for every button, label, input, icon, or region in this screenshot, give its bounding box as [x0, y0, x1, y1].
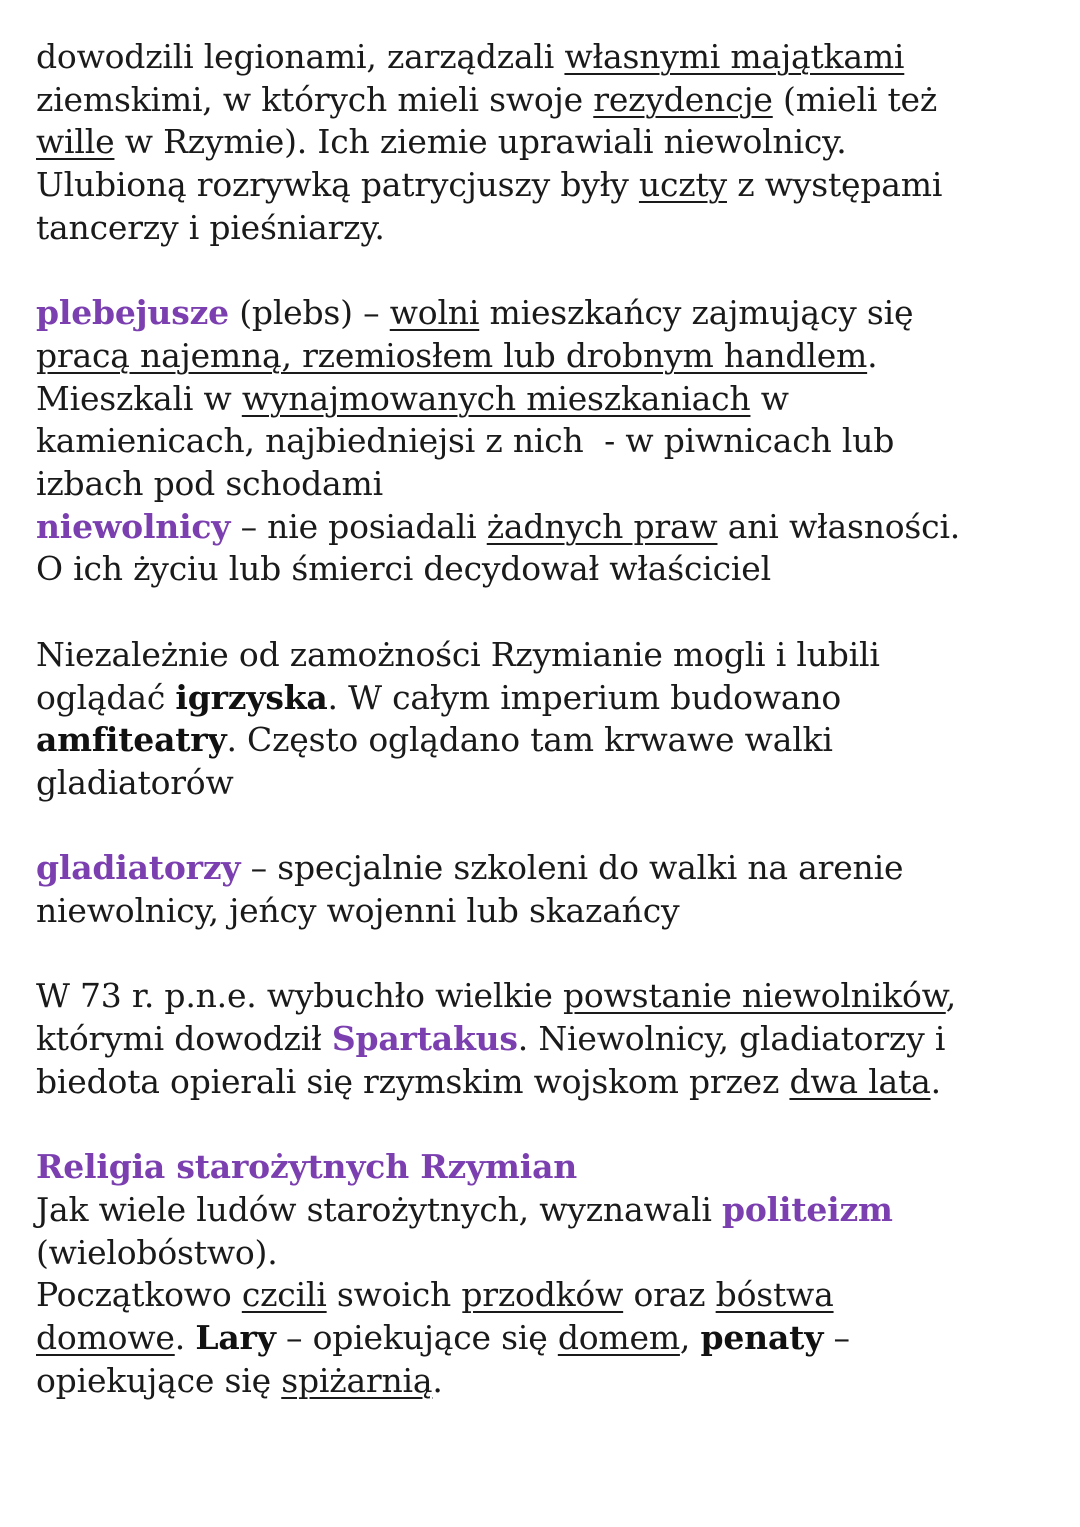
heading-religion: Religia starożytnych Rzymian	[36, 1147, 578, 1187]
text: Początkowo	[36, 1275, 242, 1315]
text: którymi dowodził	[36, 1019, 332, 1059]
text-line	[36, 1274, 1056, 1317]
term-spartacus: Spartakus	[331, 1019, 518, 1059]
text: mieszkańcy zajmujący się	[479, 293, 914, 333]
text-line	[36, 890, 1056, 933]
text-line	[36, 677, 1056, 720]
underlined-text: żadnych praw	[486, 506, 718, 546]
spacer	[36, 933, 1056, 976]
text-line	[36, 335, 1056, 378]
text: gladiatorów	[36, 762, 234, 802]
text-line	[36, 121, 1056, 164]
text: opiekujące się	[36, 1360, 282, 1400]
text: (plebs) –	[228, 293, 390, 333]
text-line	[36, 1317, 1056, 1360]
paragraph-spartacus	[36, 975, 1056, 1103]
underlined-text: uczty	[638, 165, 727, 205]
underlined-text: wolni	[389, 293, 480, 333]
underlined-text: domem	[557, 1318, 680, 1358]
text: . W całym imperium budowano	[327, 677, 842, 717]
text: ziemskimi, w których mieli swoje	[36, 79, 594, 119]
paragraph-gladiators	[36, 847, 1056, 932]
text: Jak wiele ludów starożytnych, wyznawali	[36, 1189, 722, 1229]
term-polytheism: politeizm	[721, 1189, 893, 1229]
text-line	[36, 975, 1056, 1018]
underlined-text: pracą najemną, rzemiosłem lub drobnym handlem	[36, 335, 868, 375]
text-line	[36, 1360, 1056, 1403]
text: z występami	[726, 165, 943, 205]
underlined-text: rezydencje	[593, 79, 773, 119]
text: Niezależnie od zamożności Rzymianie mogli i lubili	[36, 634, 880, 674]
term-plebeians: plebejusze	[36, 293, 229, 333]
bold-term: Lary	[195, 1318, 276, 1358]
paragraph-religion	[36, 1146, 1056, 1402]
text-line	[36, 36, 1056, 79]
term-gladiators: gladiatorzy	[36, 848, 241, 888]
text: – opiekujące się	[275, 1318, 558, 1358]
text: .	[432, 1360, 443, 1400]
underlined-text: domowe	[36, 1318, 175, 1358]
underlined-text: wynajmowanych mieszkaniach	[241, 378, 751, 418]
text: niewolnicy, jeńcy wojenni lub skazańcy	[36, 891, 680, 931]
text-line	[36, 1189, 1056, 1232]
text: tancerzy i pieśniarzy.	[36, 207, 385, 247]
text: – specjalnie szkoleni do walki na arenie	[240, 848, 904, 888]
text: Ulubioną rozrywką patrycjuszy były	[36, 165, 639, 205]
bold-term: amfiteatry	[36, 720, 227, 760]
text: .	[930, 1061, 941, 1101]
text-line	[36, 79, 1056, 122]
text: w	[750, 378, 789, 418]
text-line	[36, 207, 1056, 250]
text-line	[36, 1061, 1056, 1104]
paragraph-patricians	[36, 36, 1056, 250]
text: .	[174, 1318, 196, 1358]
text-line	[36, 762, 1056, 805]
underlined-text: powstanie niewolników	[563, 976, 946, 1016]
bold-term: penaty	[700, 1318, 824, 1358]
underlined-text: przodków	[461, 1275, 624, 1315]
text: ,	[945, 976, 957, 1016]
paragraph-plebeians	[36, 292, 1056, 506]
text-line	[36, 634, 1056, 677]
text-line	[36, 548, 1056, 591]
document-page	[36, 36, 1056, 1402]
text: ,	[679, 1318, 701, 1358]
text-line	[36, 719, 1056, 762]
text: biedota opierali się rzymskim wojskom przez	[36, 1061, 790, 1101]
text-line	[36, 292, 1056, 335]
text: ani własności.	[717, 506, 961, 546]
text: dowodzili legionami, zarządzali	[36, 37, 565, 76]
underlined-text: bóstwa	[715, 1275, 834, 1315]
text: Mieszkali w	[36, 378, 242, 418]
text: w Rzymie). Ich ziemie uprawiali niewolnicy.	[114, 122, 847, 162]
underlined-text: spiżarnią	[281, 1360, 433, 1400]
underlined-text: wille	[36, 122, 115, 162]
text: .	[867, 335, 878, 375]
text: O ich życiu lub śmierci decydował właściciel	[36, 549, 771, 589]
text-line	[36, 1232, 1056, 1275]
spacer	[36, 250, 1056, 293]
text-line	[36, 847, 1056, 890]
underlined-text: własnymi majątkami	[564, 37, 905, 76]
text-line	[36, 506, 1056, 549]
text-line	[36, 420, 1056, 463]
text: . Niewolnicy, gladiatorzy i	[517, 1019, 946, 1059]
text: (wielobóstwo).	[36, 1232, 278, 1272]
text: swoich	[326, 1275, 462, 1315]
text: oraz	[623, 1275, 716, 1315]
text: – nie posiadali	[230, 506, 487, 546]
spacer	[36, 591, 1056, 634]
spacer	[36, 1104, 1056, 1147]
section-heading	[36, 1146, 1056, 1189]
text: –	[823, 1318, 850, 1358]
text-line	[36, 1018, 1056, 1061]
underlined-text: dwa lata	[789, 1061, 931, 1101]
text: . Często oglądano tam krwawe walki	[226, 720, 833, 760]
text: oglądać	[36, 677, 176, 717]
text: (mieli też	[772, 79, 938, 119]
term-slaves: niewolnicy	[36, 506, 231, 546]
paragraph-games	[36, 634, 1056, 805]
paragraph-slaves	[36, 506, 1056, 591]
text-line	[36, 164, 1056, 207]
text: izbach pod schodami	[36, 464, 383, 504]
underlined-text: czcili	[241, 1275, 327, 1315]
text-line	[36, 378, 1056, 421]
bold-term: igrzyska	[175, 677, 328, 717]
text: kamienicach, najbiedniejsi z nich - w piwnicach lub	[36, 421, 895, 461]
text-line	[36, 463, 1056, 506]
spacer	[36, 805, 1056, 848]
text: W 73 r. p.n.e. wybuchło wielkie	[36, 976, 563, 1016]
